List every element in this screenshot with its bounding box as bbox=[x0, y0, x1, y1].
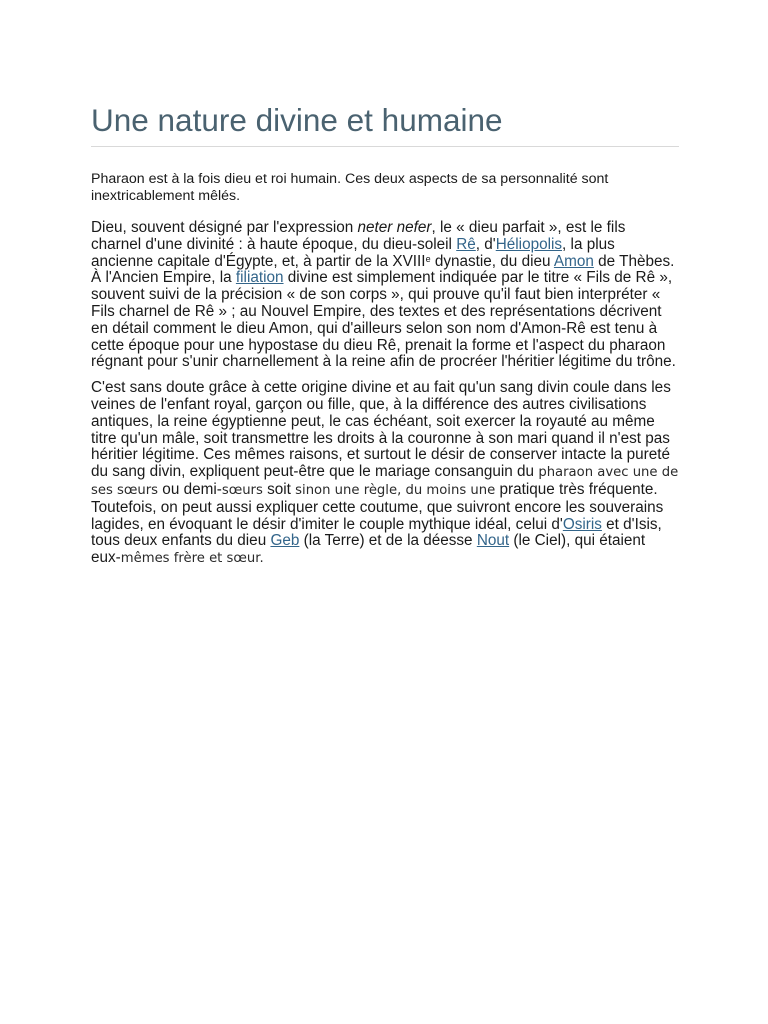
article bbox=[91, 100, 679, 568]
text: (le Ciel), qui étaient eux- bbox=[91, 532, 646, 567]
text: soit bbox=[262, 480, 296, 498]
paragraph-royal-blood bbox=[91, 380, 679, 568]
text: et d'Isis, tous deux enfants du dieu bbox=[91, 515, 662, 550]
link-filiation[interactable]: filiation bbox=[235, 269, 284, 287]
intro-paragraph: Pharaon est à la fois dieu et roi humain. Ces deux aspects de sa personnalité sont inextricablement mêlés. bbox=[91, 171, 609, 204]
text: , la plus ancienne capitale d'Égypte, et, à partir de la XVIII bbox=[91, 235, 615, 270]
text-alt-font: sinon une règle, du moins une bbox=[295, 482, 496, 498]
link-nout[interactable]: Nout bbox=[476, 532, 510, 550]
italic-term: neter nefer bbox=[357, 219, 432, 236]
link-heliopolis[interactable]: Héliopolis bbox=[495, 235, 563, 253]
text: C'est sans doute grâce à cette origine divine et au fait qu'un sang divin coule dans les veines de l'enfant royal, garçon ou fille, que, à la différence des autres civilisations antiques, la reine égyptienne peut, le cas échéant, soit exercer la royauté au même titre qu'un mâle, soit transmettre les droits à la couronne à son mari quand il n'est pas héritier légitime. Ces mêmes raisons, et surtout le désir de conserver intacte la pureté du sang divin, expliquent peut-être que le mariage consanguin du bbox=[91, 379, 671, 481]
text: dynastie, du dieu bbox=[430, 252, 554, 270]
text: ou demi- bbox=[158, 480, 222, 498]
paragraph-divine-origin bbox=[91, 220, 679, 371]
link-osiris[interactable]: Osiris bbox=[562, 515, 602, 533]
text: divine est simplement indiquée par le titre « Fils de Rê », souvent suivi de la précision « de son corps », qui prouve qu'il faut bien interpréter « Fils charnel de Rê » ; au Nouvel Empire, des textes et des représentations décrivent en détail comment le dieu Amon, qui d'ailleurs selon son nom d'Amon-Rê est tenu à cette époque pour une hypostase du dieu Rê, prenait la forme et l'aspect du pharaon régnant pour s'unir charnellement à la reine afin de procréer l'héritier légitime du trône. bbox=[91, 269, 676, 371]
text: (la Terre) et de la déesse bbox=[299, 532, 477, 550]
text: , le « dieu parfait », est le fils charnel d'une divinité : à haute époque, du dieu-soleil bbox=[91, 219, 626, 253]
ordinal-superscript: e bbox=[425, 253, 431, 264]
page-title: Une nature divine et humaine bbox=[91, 100, 679, 147]
text: pratique très fréquente. Toutefois, on peut aussi expliquer cette coutume, que suivront encore les souverains lagides, en évoquant le désir d'imiter le couple mythique idéal, celui d' bbox=[91, 480, 664, 533]
text: de Thèbes. À l'Ancien Empire, la bbox=[91, 252, 675, 287]
text-alt-font: mêmes frère et sœur. bbox=[120, 551, 264, 567]
link-re[interactable]: Rê bbox=[456, 235, 476, 253]
text-alt-font: sœurs bbox=[221, 482, 263, 498]
text: , d' bbox=[475, 235, 496, 253]
link-amon[interactable]: Amon bbox=[553, 252, 594, 270]
text-alt-font: pharaon avec une de ses sœurs bbox=[91, 465, 679, 498]
text: Dieu, souvent désigné par l'expression bbox=[91, 219, 358, 236]
link-geb[interactable]: Geb bbox=[270, 532, 300, 550]
